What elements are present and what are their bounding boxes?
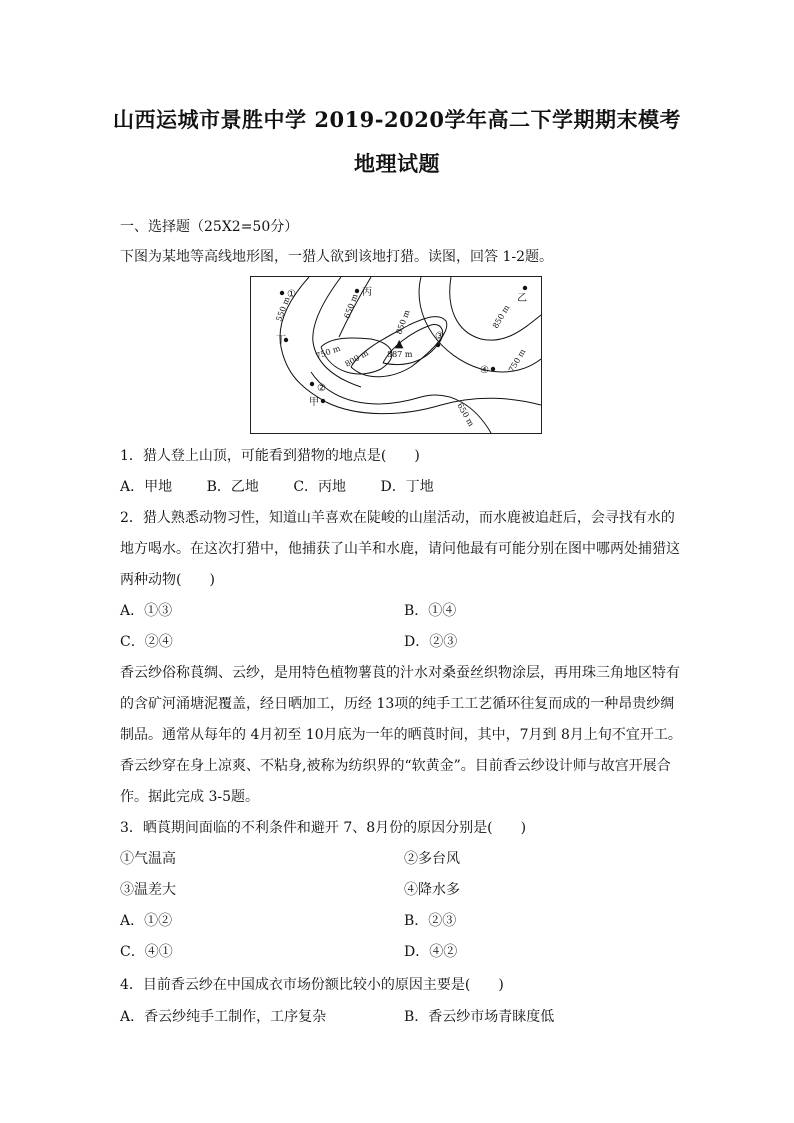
q2-stem-line1: 2．猎人熟悉动物习性，知道山羊喜欢在陡峻的山崖活动，而水鹿被追赶后，会寻找有水的	[120, 510, 675, 526]
q4-option-a: A．香云纱纯手工制作，工序复杂	[120, 1009, 327, 1025]
q3-option-c: C．④①	[120, 944, 173, 960]
point-bing: 丙	[362, 287, 372, 298]
passage-line4: 香云纱穿在身上凉爽、不粘身,被称为纺织界的“软黄金”。目前香云纱设计师与故宫开展合	[120, 758, 671, 774]
peak-triangle-icon: ▲	[395, 337, 404, 350]
contour-map-svg	[251, 277, 541, 433]
q3-stem: 3．晒莨期间面临的不利条件和避开 7、8月份的原因分别是( )	[120, 820, 527, 836]
q2-stem-line2: 地方喝水。在这次打猎中，他捕获了山羊和水鹿，请问他最有可能分别在图中哪两处捕猎这	[120, 541, 680, 557]
contour-map	[250, 276, 542, 434]
label-850-east: 850 m	[490, 303, 512, 330]
q2-stem-line3: 两种动物( )	[120, 572, 215, 588]
point-4: ④	[480, 365, 489, 376]
point-1: ①	[287, 289, 296, 300]
label-650-south: 650 m	[455, 401, 476, 429]
q3-option-d: D．④②	[404, 944, 458, 960]
label-750: 750 m	[314, 343, 342, 361]
label-850-mid: 850 m	[394, 308, 412, 336]
contour-850-east	[450, 277, 541, 340]
q4-option-b: B．香云纱市场青睐度低	[404, 1009, 555, 1025]
point-jia: 甲	[309, 397, 319, 408]
q1-option-b: B．乙地	[206, 479, 259, 495]
label-650: 650 m	[342, 292, 360, 320]
passage-line5: 作。据此完成 3-5题。	[120, 789, 259, 805]
section-intro: 下图为某地等高线地形图，一猎人欲到该地打猎。读图，回答 1-2题。	[120, 249, 553, 265]
point-ding: 丁	[276, 335, 286, 346]
section-heading: 一、选择题（25X2=50分）	[120, 219, 299, 235]
contour-650-west	[313, 277, 361, 387]
point-yi: 乙	[517, 293, 527, 304]
label-750-east: 750 m	[506, 347, 528, 374]
label-800: 800 m	[343, 348, 371, 369]
q1-option-d: D．丁地	[380, 479, 434, 495]
passage-line1: 香云纱俗称莨绸、云纱，是用特色植物薯莨的汁水对桑蚕丝织物涂层，再用珠三角地区特有	[120, 665, 680, 681]
q2-option-c: C．②④	[120, 634, 173, 650]
passage-line2: 的含矿河涌塘泥覆盖，经日晒加工，历经 13项的纯手工工艺循环往复而成的一种昂贵纱绸	[120, 696, 675, 712]
q3-item-2: ②多台风	[404, 851, 460, 867]
peak-elevation: 887 m	[387, 350, 413, 359]
q2-option-b: B．①④	[404, 603, 457, 619]
passage-line3: 制品。通常从每年的 4月初至 10月底为一年的晒莨时间，其中，7月到 8月上旬不宜开工。	[120, 727, 682, 743]
page-title-line1: 山西运城市景胜中学 2019-2020学年高二下学期期末模考	[113, 107, 681, 132]
q3-item-1: ①气温高	[120, 851, 176, 867]
point-3: ③	[435, 331, 444, 342]
q1-options	[120, 477, 680, 497]
q2-option-d: D．②③	[404, 634, 458, 650]
q3-item-4: ④降水多	[404, 882, 460, 898]
q1-stem: 1．猎人登上山顶，可能看到猎物的地点是( )	[120, 448, 420, 464]
q3-option-b: B．②③	[404, 913, 457, 929]
q3-item-3: ③温差大	[120, 882, 176, 898]
label-550: 550 m	[274, 295, 292, 323]
q4-stem: 4．目前香云纱在中国成衣市场份额比较小的原因主要是( )	[120, 977, 504, 993]
q3-option-a: A．①②	[120, 913, 173, 929]
q1-option-a: A．甲地	[120, 479, 173, 495]
page-title-line2: 地理试题	[354, 151, 440, 176]
q2-option-a: A．①③	[120, 603, 173, 619]
q1-option-c: C．丙地	[293, 479, 347, 495]
point-2: ②	[317, 383, 326, 394]
